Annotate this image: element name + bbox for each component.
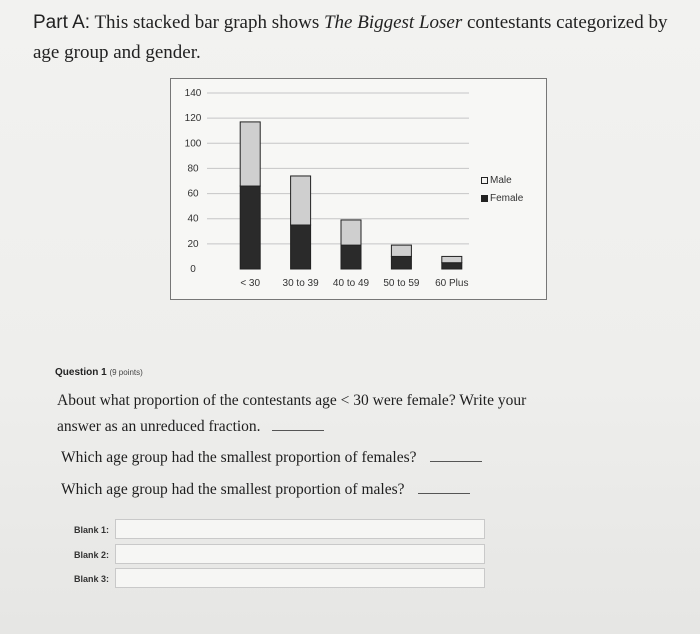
stacked-bar-chart: [170, 78, 547, 300]
blank-2-label: Blank 2:: [74, 550, 110, 560]
part-a-label: Part A:: [33, 12, 91, 33]
bar-female-1: [291, 225, 311, 269]
blank-1-input[interactable]: [115, 519, 485, 539]
bar-male-1: [291, 176, 311, 225]
y-tick-label-100: 100: [184, 138, 202, 150]
question-header: [55, 367, 143, 378]
answer-blank-line-2: [430, 461, 482, 462]
bar-male-0: [240, 122, 260, 186]
x-tick-label-0: < 30: [240, 278, 261, 289]
legend-label-male: Male: [490, 174, 512, 186]
bar-male-3: [391, 245, 411, 256]
answer-blank-line-1: [272, 430, 324, 431]
question-points: (9 points): [109, 368, 143, 377]
bar-female-3: [391, 256, 411, 269]
y-tick-label-140: 140: [184, 88, 202, 99]
legend-swatch-female: [481, 195, 488, 202]
question-number: Question 1: [55, 367, 107, 378]
question-line-2-text: answer as an unreduced fraction.: [57, 418, 261, 435]
x-tick-label-4: 60 Plus: [435, 278, 469, 289]
blank-row-2: [70, 544, 490, 566]
legend-swatch-male: [481, 177, 488, 184]
x-tick-label-1: 30 to 39: [282, 278, 319, 289]
prompt-text-end: contestants categorized by age group and gender.: [33, 12, 668, 63]
part-a-prompt: [33, 8, 683, 68]
y-tick-label-80: 80: [187, 163, 199, 175]
bar-female-0: [240, 186, 260, 269]
chart-legend: [481, 171, 541, 207]
legend-item-female: [481, 189, 541, 207]
blank-row-3: [70, 568, 490, 590]
question-line-3: [61, 449, 482, 467]
answer-blank-line-3: [418, 493, 470, 494]
question-line-1: About what proportion of the contestants age < 30 were female? Write your: [57, 392, 527, 409]
blank-row-1: [70, 519, 490, 541]
bar-female-4: [442, 263, 462, 269]
legend-item-male: [481, 171, 541, 189]
y-tick-label-0: 0: [190, 264, 196, 275]
legend-label-female: Female: [490, 192, 524, 204]
x-tick-label-2: 40 to 49: [332, 278, 370, 289]
blank-2-input[interactable]: [115, 544, 485, 564]
y-tick-label-60: 60: [187, 188, 199, 200]
bar-male-4: [442, 256, 462, 262]
question-line-4-text: Which age group had the smallest proportion of males?: [61, 481, 405, 498]
bar-male-2: [341, 220, 361, 245]
show-title: The Biggest Loser: [323, 12, 463, 33]
prompt-text-start: This stacked bar graph shows: [90, 12, 324, 33]
blank-3-label: Blank 3:: [74, 574, 110, 584]
question-line-2: [57, 418, 324, 436]
blank-3-input[interactable]: [115, 568, 485, 588]
blank-1-label: Blank 1:: [74, 525, 110, 535]
y-tick-label-20: 20: [187, 238, 199, 250]
bar-female-2: [341, 245, 361, 269]
question-line-3-text: Which age group had the smallest proportion of females?: [61, 449, 417, 466]
x-tick-label-3: 50 to 59: [383, 278, 420, 289]
y-tick-label-120: 120: [184, 113, 202, 125]
y-tick-label-40: 40: [187, 213, 199, 225]
question-line-4: [61, 481, 470, 499]
